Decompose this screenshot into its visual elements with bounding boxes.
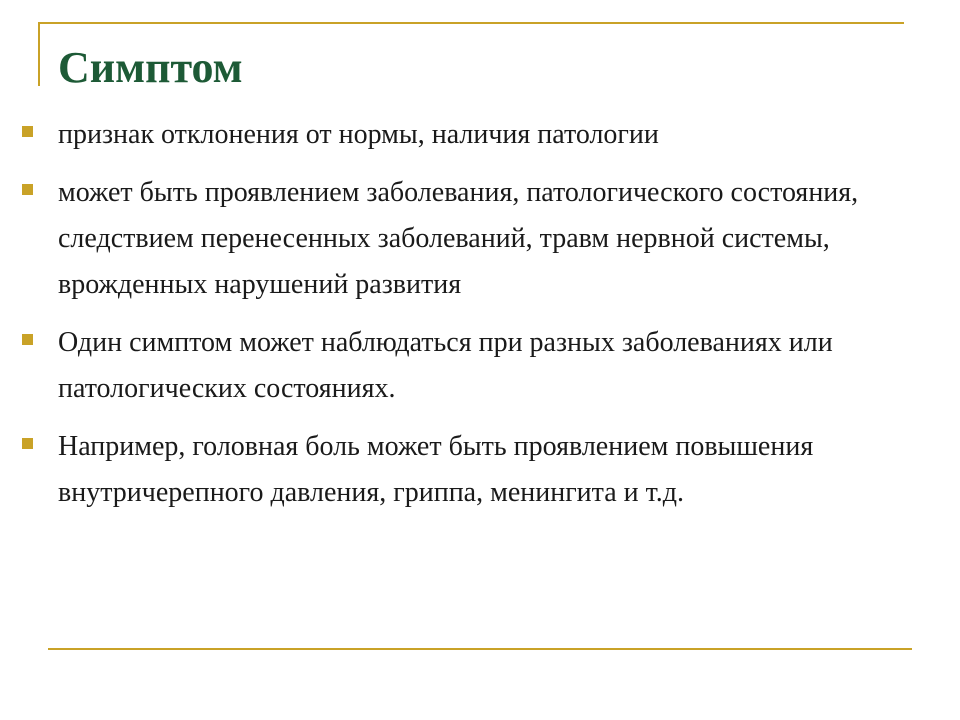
slide-title: Симптом [58, 43, 243, 92]
frame-bottom-border [48, 648, 912, 650]
bullet-text: признак отклонения от нормы, наличия патологии [58, 119, 659, 150]
frame-top-border [38, 22, 904, 24]
square-bullet-icon [22, 438, 33, 449]
bullet-item [22, 170, 922, 308]
bullet-text: может быть проявлением заболевания, патологического состояния, следствием перенесенных заболеваний, травм нервной системы, врожденных нарушений развития [58, 177, 859, 300]
bullet-item [22, 424, 922, 516]
bullet-item [22, 112, 922, 158]
frame-left-border [38, 22, 40, 86]
bullet-text: Например, головная боль может быть проявлением повышения внутричерепного давления, гриппа, менингита и т.д. [58, 431, 814, 508]
bullet-item [22, 320, 922, 412]
bullet-text: Один симптом может наблюдаться при разных заболеваниях или патологических состояниях. [58, 327, 833, 404]
square-bullet-icon [22, 126, 33, 137]
square-bullet-icon [22, 334, 33, 345]
square-bullet-icon [22, 184, 33, 195]
bullet-list [22, 112, 922, 528]
